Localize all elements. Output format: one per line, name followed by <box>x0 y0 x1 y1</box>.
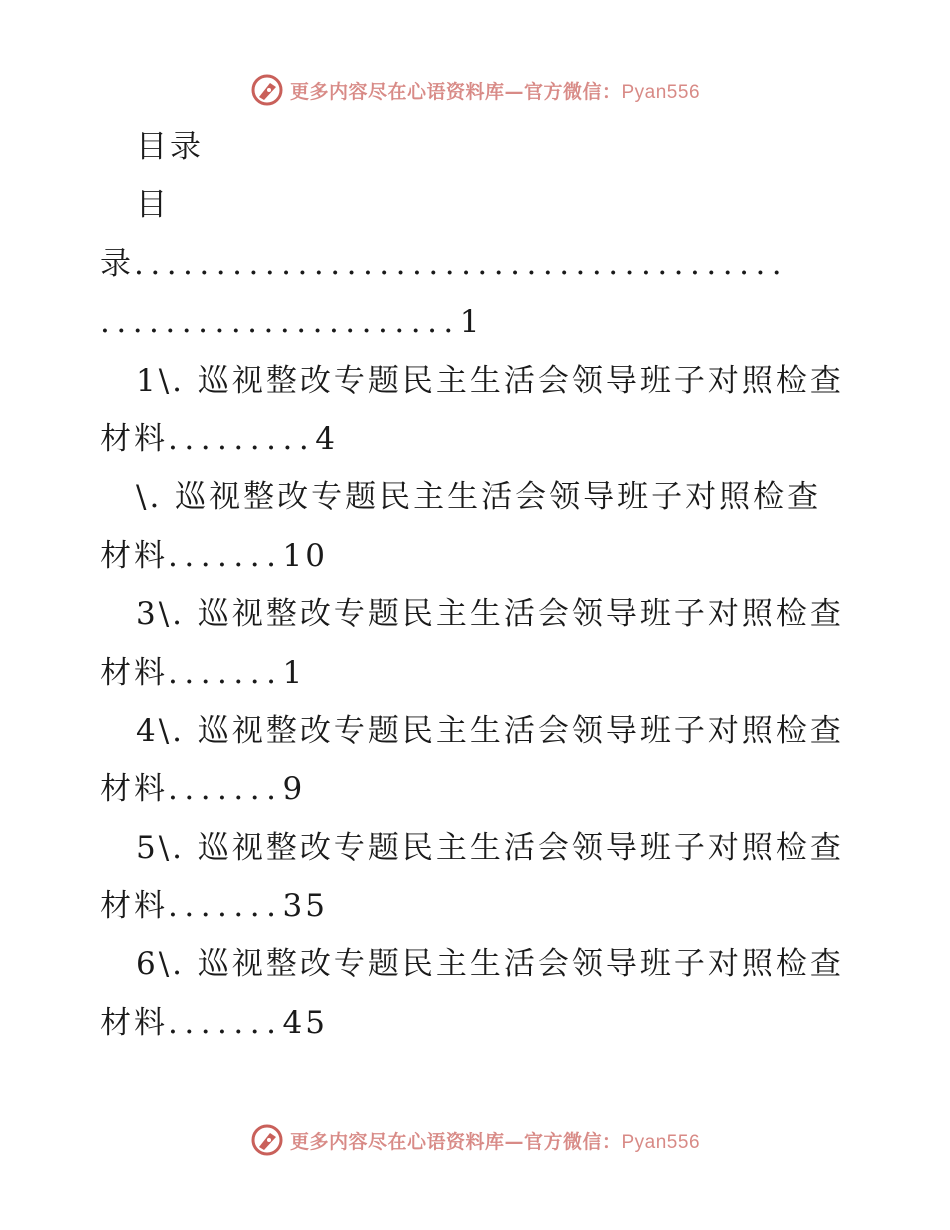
watermark-text: 更多内容尽在心语资料库—官方微信：Pyan556 <box>289 1130 701 1153</box>
toc-entry-1-tail: 材料.........4 <box>100 420 338 457</box>
toc-entry-6-page: 45 <box>282 1004 328 1041</box>
toc-entry-0-line-b: 录........................................ <box>100 245 789 282</box>
wechat-id: Pyan556 <box>621 1131 701 1153</box>
toc-entry-3-tail: 材料.......1 <box>100 654 306 691</box>
toc-entry-1-page: 4 <box>315 420 338 457</box>
toc-entry-0-line-c: ......................1 <box>100 304 483 341</box>
toc-entry-1-title: 1\. 巡视整改专题民主生活会领导班子对照检查 <box>136 362 844 399</box>
footer-watermark-banner <box>0 1120 950 1160</box>
toc-entry-5-title: 5\. 巡视整改专题民主生活会领导班子对照检查 <box>136 829 844 866</box>
toc-entry-3-page: 1 <box>282 654 306 691</box>
toc-entry-2-page: 10 <box>282 537 328 574</box>
toc-entry-6-tail: 材料.......45 <box>100 1004 328 1041</box>
toc-entry-5-tail: 材料.......35 <box>100 888 328 925</box>
toc-content <box>100 118 860 1052</box>
pen-nib-logo-icon <box>250 73 284 107</box>
toc-entry-2-title: \. 巡视整改专题民主生活会领导班子对照检查 <box>136 479 822 516</box>
wechat-id: Pyan556 <box>621 81 701 103</box>
toc-entry-5-page: 35 <box>282 888 328 925</box>
toc-entry-4-page: 9 <box>282 771 306 808</box>
header-watermark-banner <box>0 70 950 110</box>
toc-entry-0-word-a: 目 <box>136 187 170 224</box>
toc-entry-6-title: 6\. 巡视整改专题民主生活会领导班子对照检查 <box>136 946 844 983</box>
watermark-text: 更多内容尽在心语资料库—官方微信：Pyan556 <box>289 80 701 103</box>
toc-entry-0-page: 1 <box>459 304 483 341</box>
toc-heading: 目录 <box>136 129 204 165</box>
toc-entry-4-title: 4\. 巡视整改专题民主生活会领导班子对照检查 <box>136 712 844 749</box>
toc-entry-4-tail: 材料.......9 <box>100 771 306 808</box>
pen-nib-logo-icon <box>250 1123 284 1157</box>
toc-entry-3-title: 3\. 巡视整改专题民主生活会领导班子对照检查 <box>136 596 844 633</box>
toc-entry-2-tail: 材料.......10 <box>100 537 328 574</box>
